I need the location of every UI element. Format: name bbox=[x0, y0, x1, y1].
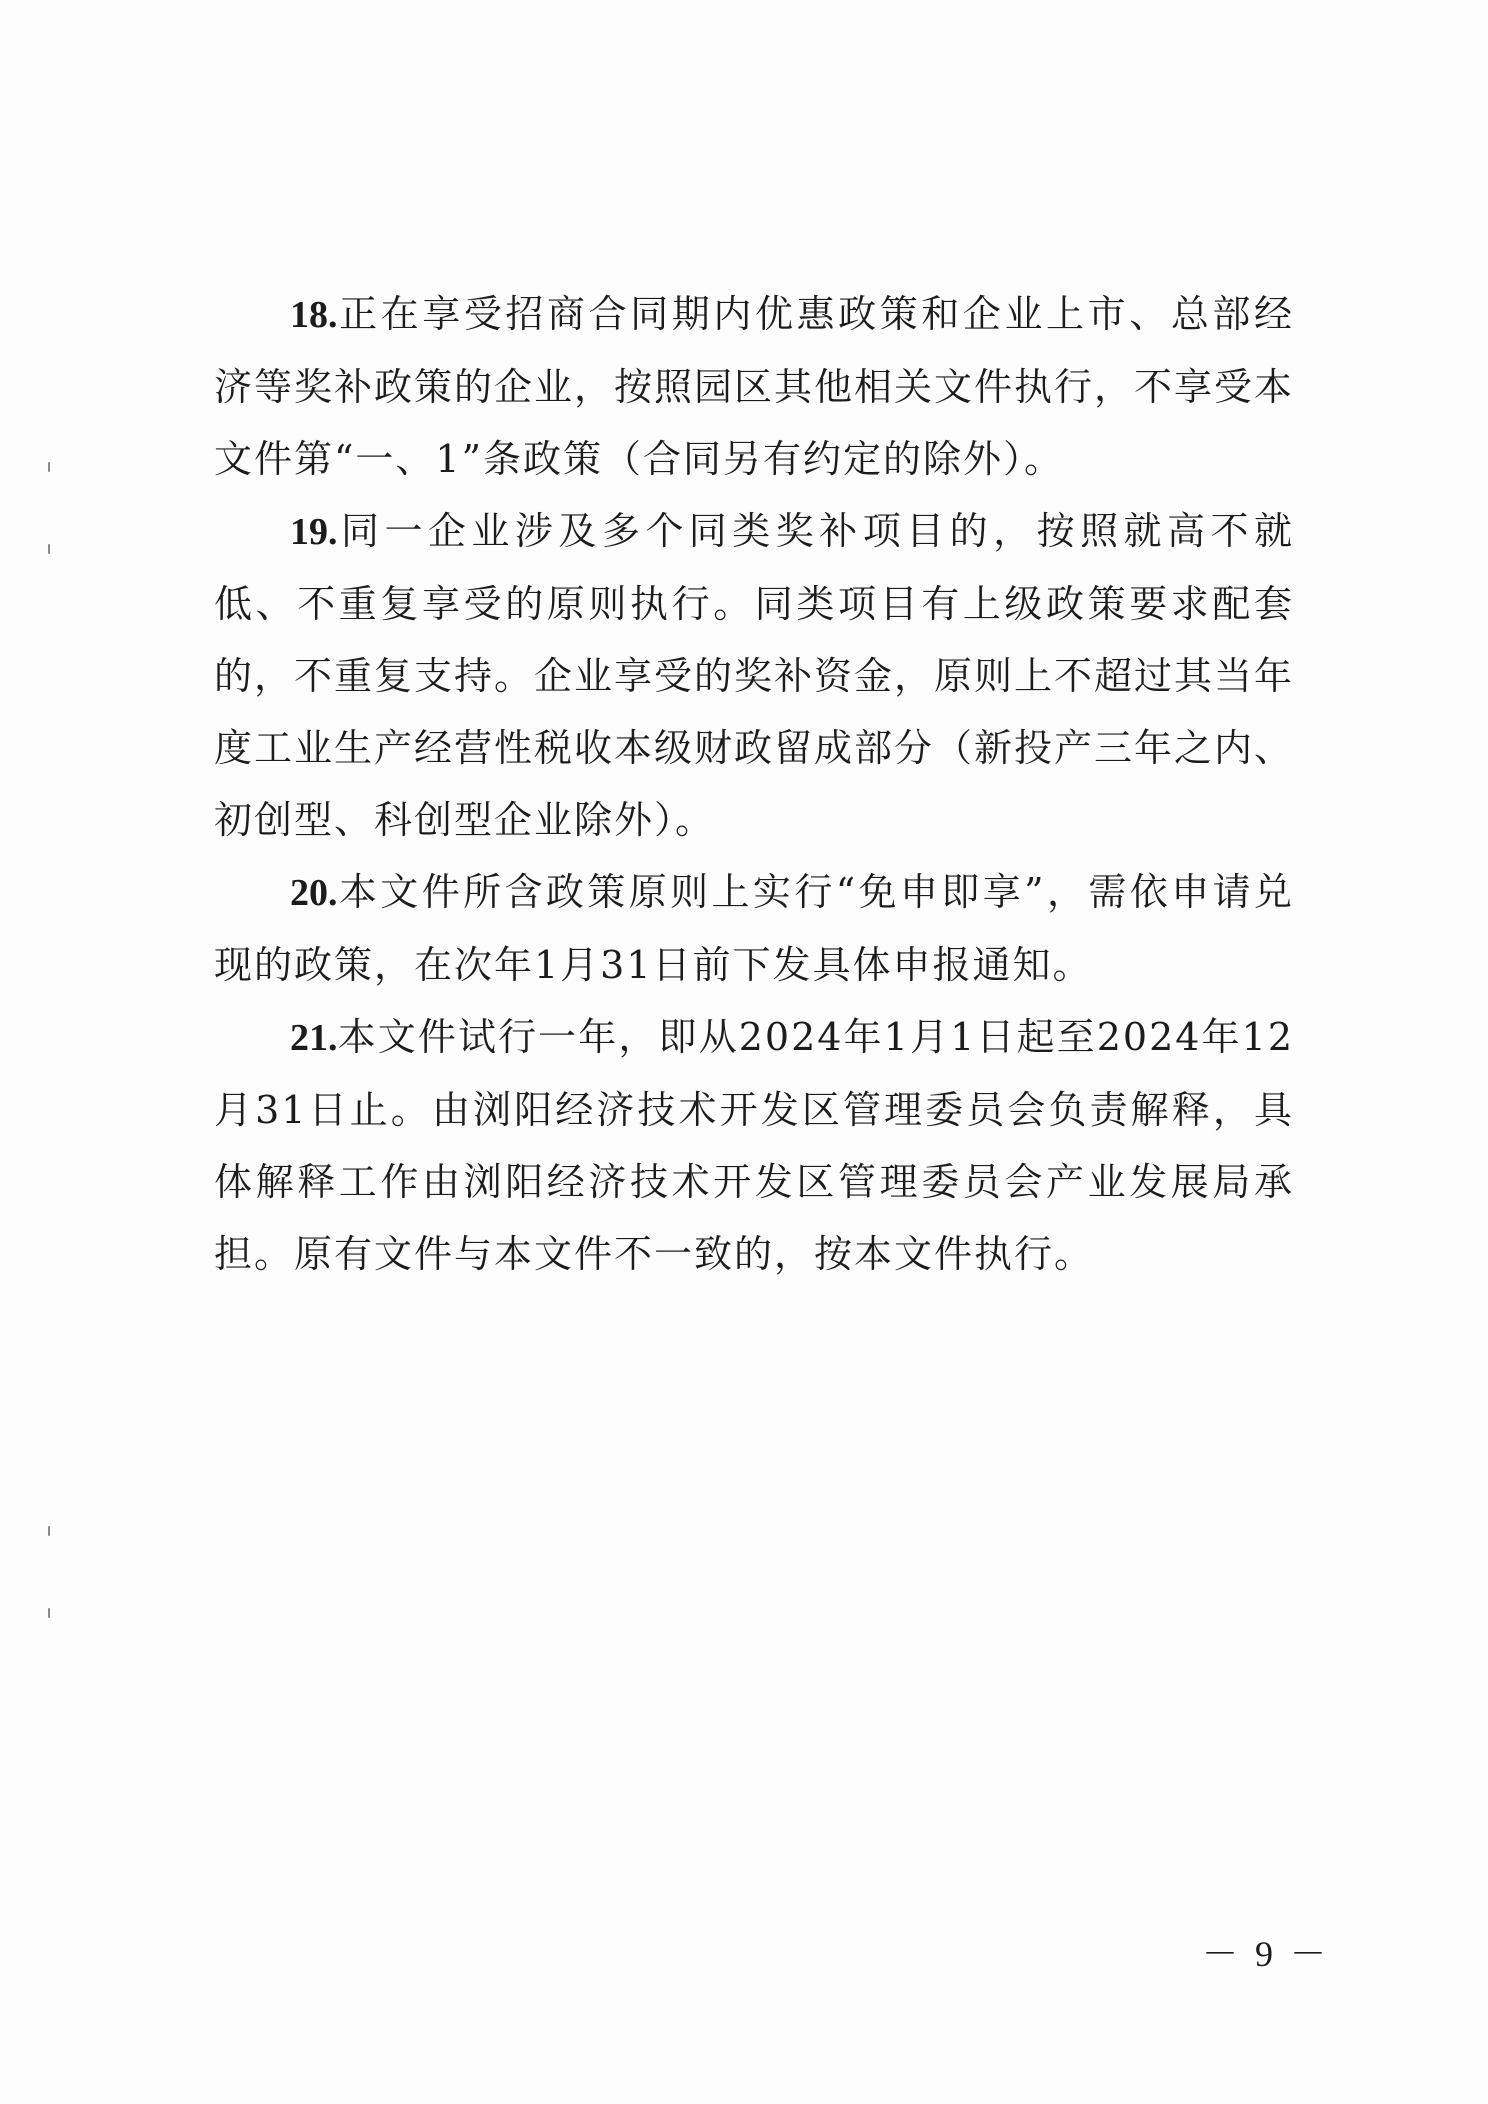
document-body bbox=[214, 278, 1294, 1290]
clause-text: 本文件所含政策原则上实行“免申即享”，需依申请兑现的政策，在次年1月31日前下发具体申报通知。 bbox=[214, 870, 1294, 987]
binding-mark bbox=[48, 1608, 50, 1618]
binding-mark bbox=[48, 1526, 50, 1536]
clause-text: 正在享受招商合同期内优惠政策和企业上市、总部经济等奖补政策的企业，按照园区其他相关文件执行，不享受本文件第“一、1”条政策（合同另有约定的除外）。 bbox=[214, 292, 1295, 481]
clause-number: 18. bbox=[290, 294, 338, 336]
clause-19 bbox=[214, 495, 1294, 856]
clause-text: 同一企业涉及多个同类奖补项目的，按照就高不就低、不重复享受的原则执行。同类项目有上级政策要求配套的，不重复支持。企业享受的奖补资金，原则上不超过其当年度工业生产经营性税收本级财政留成部分（新投产三年之内、初创型、科创型企业除外）。 bbox=[214, 509, 1295, 842]
clause-number: 19. bbox=[290, 511, 338, 553]
binding-mark bbox=[48, 544, 50, 554]
clause-18 bbox=[214, 278, 1294, 495]
clause-21 bbox=[214, 1001, 1294, 1290]
clause-text: 本文件试行一年，即从2024年1月1日起至2024年12月31日止。由浏阳经济技术开发区管理委员会负责解释，具体解释工作由浏阳经济技术开发区管理委员会产业发展局承担。原有文件与本文件不一致的，按本文件执行。 bbox=[214, 1015, 1294, 1276]
clause-number: 21. bbox=[290, 1017, 338, 1059]
binding-mark bbox=[48, 462, 50, 472]
clause-20 bbox=[214, 856, 1294, 1001]
clause-number: 20. bbox=[290, 872, 338, 914]
page-number: － 9 － bbox=[1201, 1934, 1330, 1974]
